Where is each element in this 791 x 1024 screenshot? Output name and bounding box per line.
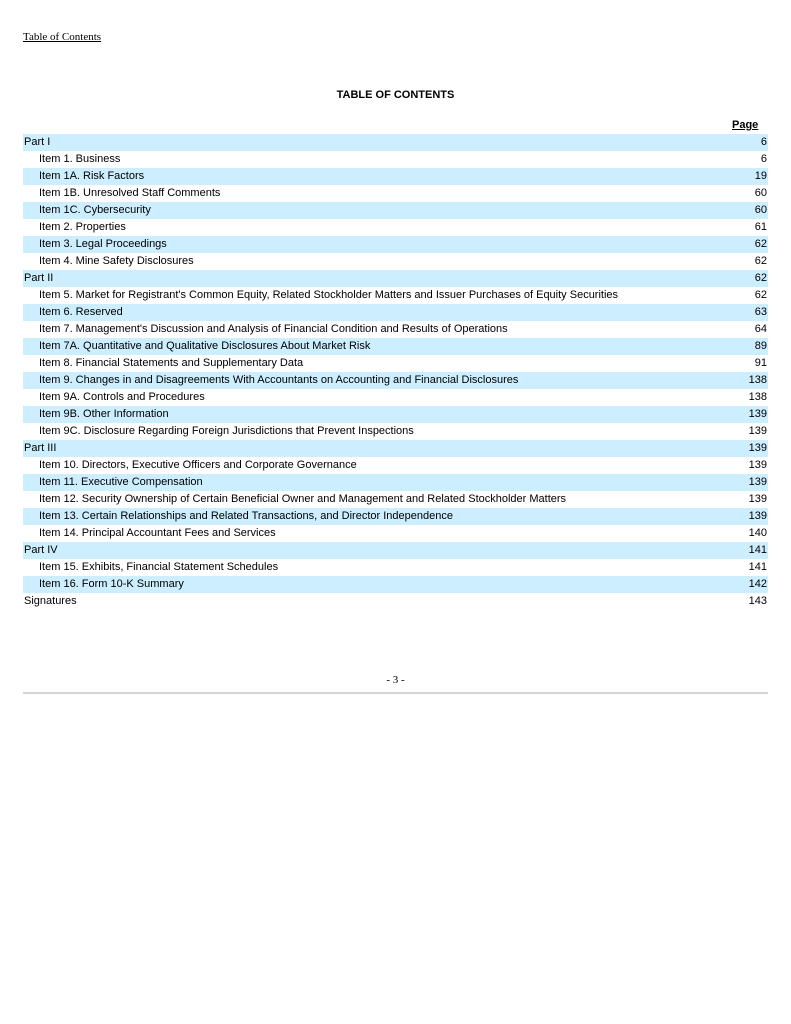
toc-row[interactable] (23, 185, 768, 202)
toc-entry-title[interactable]: Item 7A. Quantitative and Qualitative Disclosures About Market Risk (39, 340, 371, 352)
toc-row[interactable] (23, 593, 768, 610)
toc-entry-page[interactable]: 138 (748, 391, 767, 403)
toc-entry-page[interactable]: 142 (748, 578, 767, 590)
toc-entry-page[interactable]: 60 (754, 187, 767, 199)
toc-entry-page[interactable]: 64 (754, 323, 767, 335)
toc-entry-page[interactable]: 139 (748, 459, 767, 471)
toc-row[interactable] (23, 491, 768, 508)
toc-entry-page[interactable]: 91 (754, 357, 767, 369)
page-number: - 3 - (386, 674, 405, 686)
toc-row[interactable] (23, 525, 768, 542)
toc-row[interactable] (23, 508, 768, 525)
toc-entry-page[interactable]: 6 (760, 136, 767, 148)
toc-entry-page[interactable]: 143 (748, 595, 767, 607)
toc-entry-page[interactable]: 139 (748, 442, 767, 454)
toc-entry-title[interactable]: Item 2. Properties (39, 221, 126, 233)
toc-entry-title[interactable]: Part II (24, 272, 54, 284)
toc-row[interactable] (23, 219, 768, 236)
toc-row[interactable] (23, 576, 768, 593)
toc-row[interactable] (23, 338, 768, 355)
toc-title: TABLE OF CONTENTS (336, 89, 455, 101)
toc-row[interactable] (23, 389, 768, 406)
toc-entry-title[interactable]: Item 13. Certain Relationships and Related Transactions, and Director Independence (39, 510, 453, 522)
toc-entry-title[interactable]: Item 9C. Disclosure Regarding Foreign Jurisdictions that Prevent Inspections (39, 425, 414, 437)
toc-row[interactable] (23, 423, 768, 440)
toc-row[interactable] (23, 202, 768, 219)
toc-entry-page[interactable]: 140 (748, 527, 767, 539)
toc-entry-title[interactable]: Item 1. Business (39, 153, 121, 165)
toc-entry-title[interactable]: Signatures (24, 595, 77, 607)
toc-entry-page[interactable]: 139 (748, 425, 767, 437)
toc-entry-page[interactable]: 19 (754, 170, 767, 182)
toc-row[interactable] (23, 236, 768, 253)
table-of-contents-link[interactable]: Table of Contents (23, 31, 102, 43)
toc-row[interactable] (23, 542, 768, 559)
toc-row[interactable] (23, 168, 768, 185)
toc-entry-page[interactable]: 89 (754, 340, 767, 352)
toc-entry-title[interactable]: Item 9. Changes in and Disagreements With Accountants on Accounting and Financial Disclosures (39, 374, 519, 386)
toc-row[interactable] (23, 372, 768, 389)
toc-entry-page[interactable]: 6 (760, 153, 767, 165)
toc-row[interactable] (23, 321, 768, 338)
toc-entry-page[interactable]: 62 (754, 238, 767, 250)
toc-row[interactable] (23, 474, 768, 491)
toc-entry-title[interactable]: Item 1C. Cybersecurity (39, 204, 151, 216)
toc-entry-title[interactable]: Part I (24, 136, 51, 148)
toc-entry-title[interactable]: Item 6. Reserved (39, 306, 123, 318)
toc-entry-title[interactable]: Item 9A. Controls and Procedures (39, 391, 205, 403)
toc-entry-page[interactable]: 141 (748, 544, 767, 556)
toc-entry-page[interactable]: 138 (748, 374, 767, 386)
toc-entry-title[interactable]: Item 14. Principal Accountant Fees and Services (39, 527, 276, 539)
toc-entry-title[interactable]: Item 5. Market for Registrant's Common Equity, Related Stockholder Matters and Issuer Purchases of Equity Securities (39, 289, 619, 301)
toc-entry-title[interactable]: Item 8. Financial Statements and Supplementary Data (39, 357, 304, 369)
toc-entry-title[interactable]: Item 3. Legal Proceedings (39, 238, 167, 250)
toc-entry-page[interactable]: 139 (748, 408, 767, 420)
toc-row[interactable] (23, 559, 768, 576)
toc-row[interactable] (23, 457, 768, 474)
toc-entry-title[interactable]: Item 12. Security Ownership of Certain Beneficial Owner and Management and Related Stockholder Matters (39, 493, 567, 505)
toc-table (23, 134, 768, 610)
toc-entry-title[interactable]: Item 1A. Risk Factors (39, 170, 145, 182)
toc-entry-title[interactable]: Item 4. Mine Safety Disclosures (39, 255, 194, 267)
toc-entry-page[interactable]: 139 (748, 493, 767, 505)
toc-row[interactable] (23, 253, 768, 270)
toc-entry-title[interactable]: Part IV (24, 544, 58, 556)
toc-entry-title[interactable]: Item 1B. Unresolved Staff Comments (39, 187, 221, 199)
toc-entry-page[interactable]: 62 (754, 255, 767, 267)
toc-entry-title[interactable]: Part III (24, 442, 57, 454)
toc-entry-title[interactable]: Item 11. Executive Compensation (39, 476, 203, 488)
toc-row[interactable] (23, 134, 768, 151)
toc-entry-title[interactable]: Item 9B. Other Information (39, 408, 169, 420)
toc-entry-page[interactable]: 139 (748, 510, 767, 522)
toc-entry-title[interactable]: Item 15. Exhibits, Financial Statement Schedules (39, 561, 279, 573)
toc-row[interactable] (23, 270, 768, 287)
toc-entry-page[interactable]: 61 (754, 221, 767, 233)
toc-row[interactable] (23, 287, 768, 304)
toc-entry-page[interactable]: 62 (754, 289, 767, 301)
toc-entry-page[interactable]: 141 (748, 561, 767, 573)
toc-row[interactable] (23, 406, 768, 423)
toc-entry-page[interactable]: 62 (754, 272, 767, 284)
toc-entry-page[interactable]: 139 (748, 476, 767, 488)
toc-row[interactable] (23, 151, 768, 168)
toc-entry-page[interactable]: 63 (754, 306, 767, 318)
toc-row[interactable] (23, 440, 768, 457)
toc-entry-page[interactable]: 60 (754, 204, 767, 216)
toc-row[interactable] (23, 304, 768, 321)
toc-row[interactable] (23, 355, 768, 372)
page-column-header: Page (732, 119, 759, 131)
toc-entry-title[interactable]: Item 7. Management's Discussion and Analysis of Financial Condition and Results of Operations (39, 323, 508, 335)
footer-divider (23, 692, 768, 694)
toc-entry-title[interactable]: Item 10. Directors, Executive Officers and Corporate Governance (39, 459, 357, 471)
toc-entry-title[interactable]: Item 16. Form 10-K Summary (39, 578, 184, 590)
